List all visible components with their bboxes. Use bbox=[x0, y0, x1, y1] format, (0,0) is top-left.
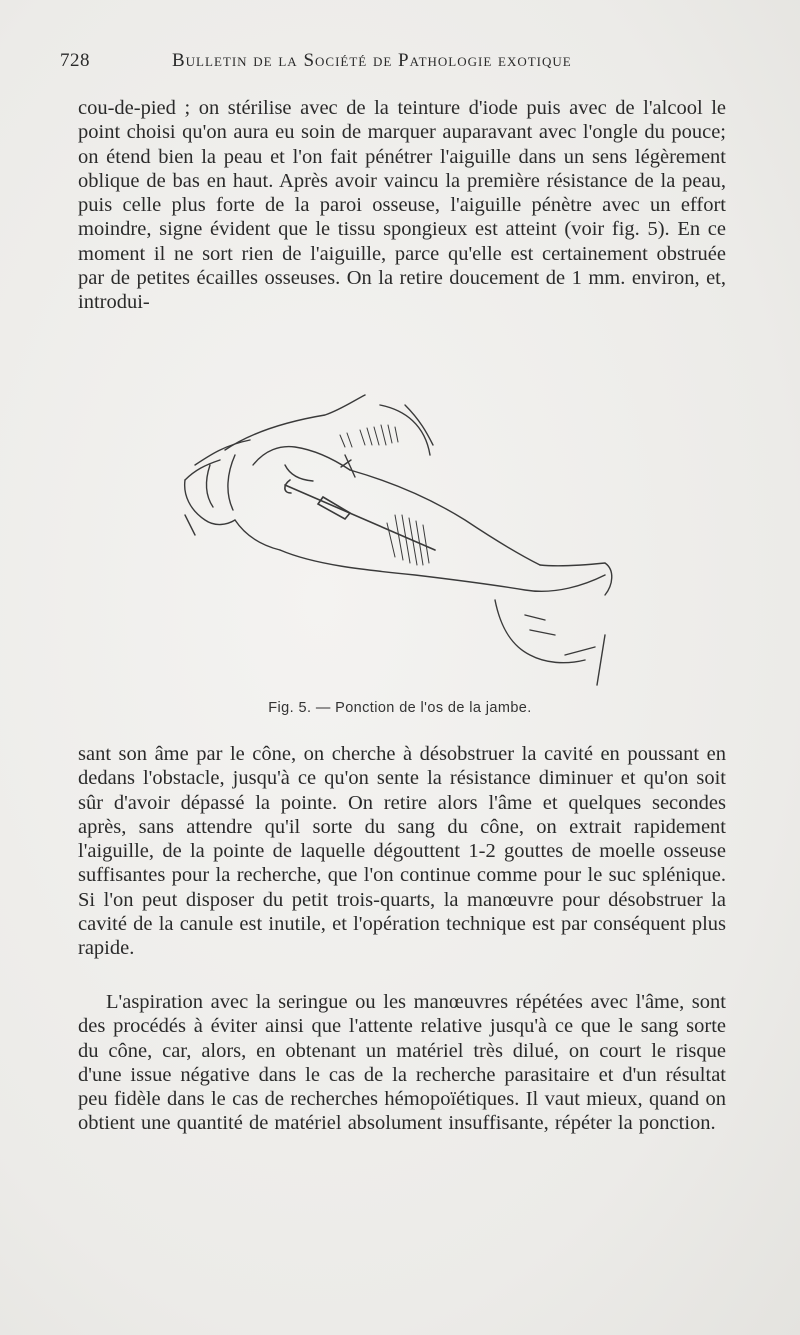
paragraph-2: sant son âme par le cône, on cherche à désobstruer la cavité en poussant en dedans l'obstacle, jusqu'à ce qu'on sente la résistance diminuer et qu'on soit sûr d'avoir dépassé la pointe. On retire alors l'âme et quelques secondes après, sans attendre qu'il sorte du sang du cône, on extrait rapidement l'aiguille, de la pointe de laquelle dégouttent 1-2 gouttes de moelle osseuse suffisantes pour la recherche, que l'on continue comme pour le suc splénique. Si l'on peut disposer du petit trois-quarts, la manœuvre pour désobstruer la cavité de la canule est inutile, et l'opération technique est par conséquent plus rapide. bbox=[78, 743, 726, 960]
page-number: 728 bbox=[60, 50, 90, 71]
figure-caption: Fig. 5. — Ponction de l'os de la jambe. bbox=[268, 700, 532, 716]
figure-illustration bbox=[165, 385, 635, 705]
paragraph-1: cou-de-pied ; on stérilise avec de la teinture d'iode puis avec de l'alcool le point choisi qu'on aura eu soin de marquer auparavant avec l'ongle du pouce; on étend bien la peau et l'on fait pénétrer l'aiguille dans un sens légèrement oblique de bas en haut. Après avoir vaincu la première résistance de la peau, puis celle plus forte de la paroi osseuse, l'aiguille pénètre avec un effort moindre, signe évident que le tissu spongieux est atteint (voir fig. 5). En ce moment il ne sort rien de l'aiguille, parce qu'elle est certainement obstruée par de petites écailles osseuses. On la retire doucement de 1 mm. environ, et, introdui- bbox=[78, 97, 726, 314]
running-title: Bulletin de la Société de Pathologie exotique bbox=[172, 50, 572, 71]
leg-outline bbox=[280, 550, 605, 591]
paragraph-3: L'aspiration avec la seringue ou les manœuvres répétées avec l'âme, sont des procédés à éviter ainsi que l'attente relative jusqu'à ce que le sang sorte du cône, car, alors, en obtenant un matériel très dilué, on court le risque d'une issue négative dans le cas de la recherche parasitaire et d'un résultat peu fidèle dans le cas de recherches hémopoïétiques. Il vaut mieux, quand on obtient une quantité de matériel absolument insuffisante, répéter la ponction. bbox=[78, 991, 726, 1135]
puncture-needle bbox=[285, 480, 435, 550]
hand-outline bbox=[225, 395, 365, 450]
leg-puncture-drawing bbox=[165, 385, 635, 705]
